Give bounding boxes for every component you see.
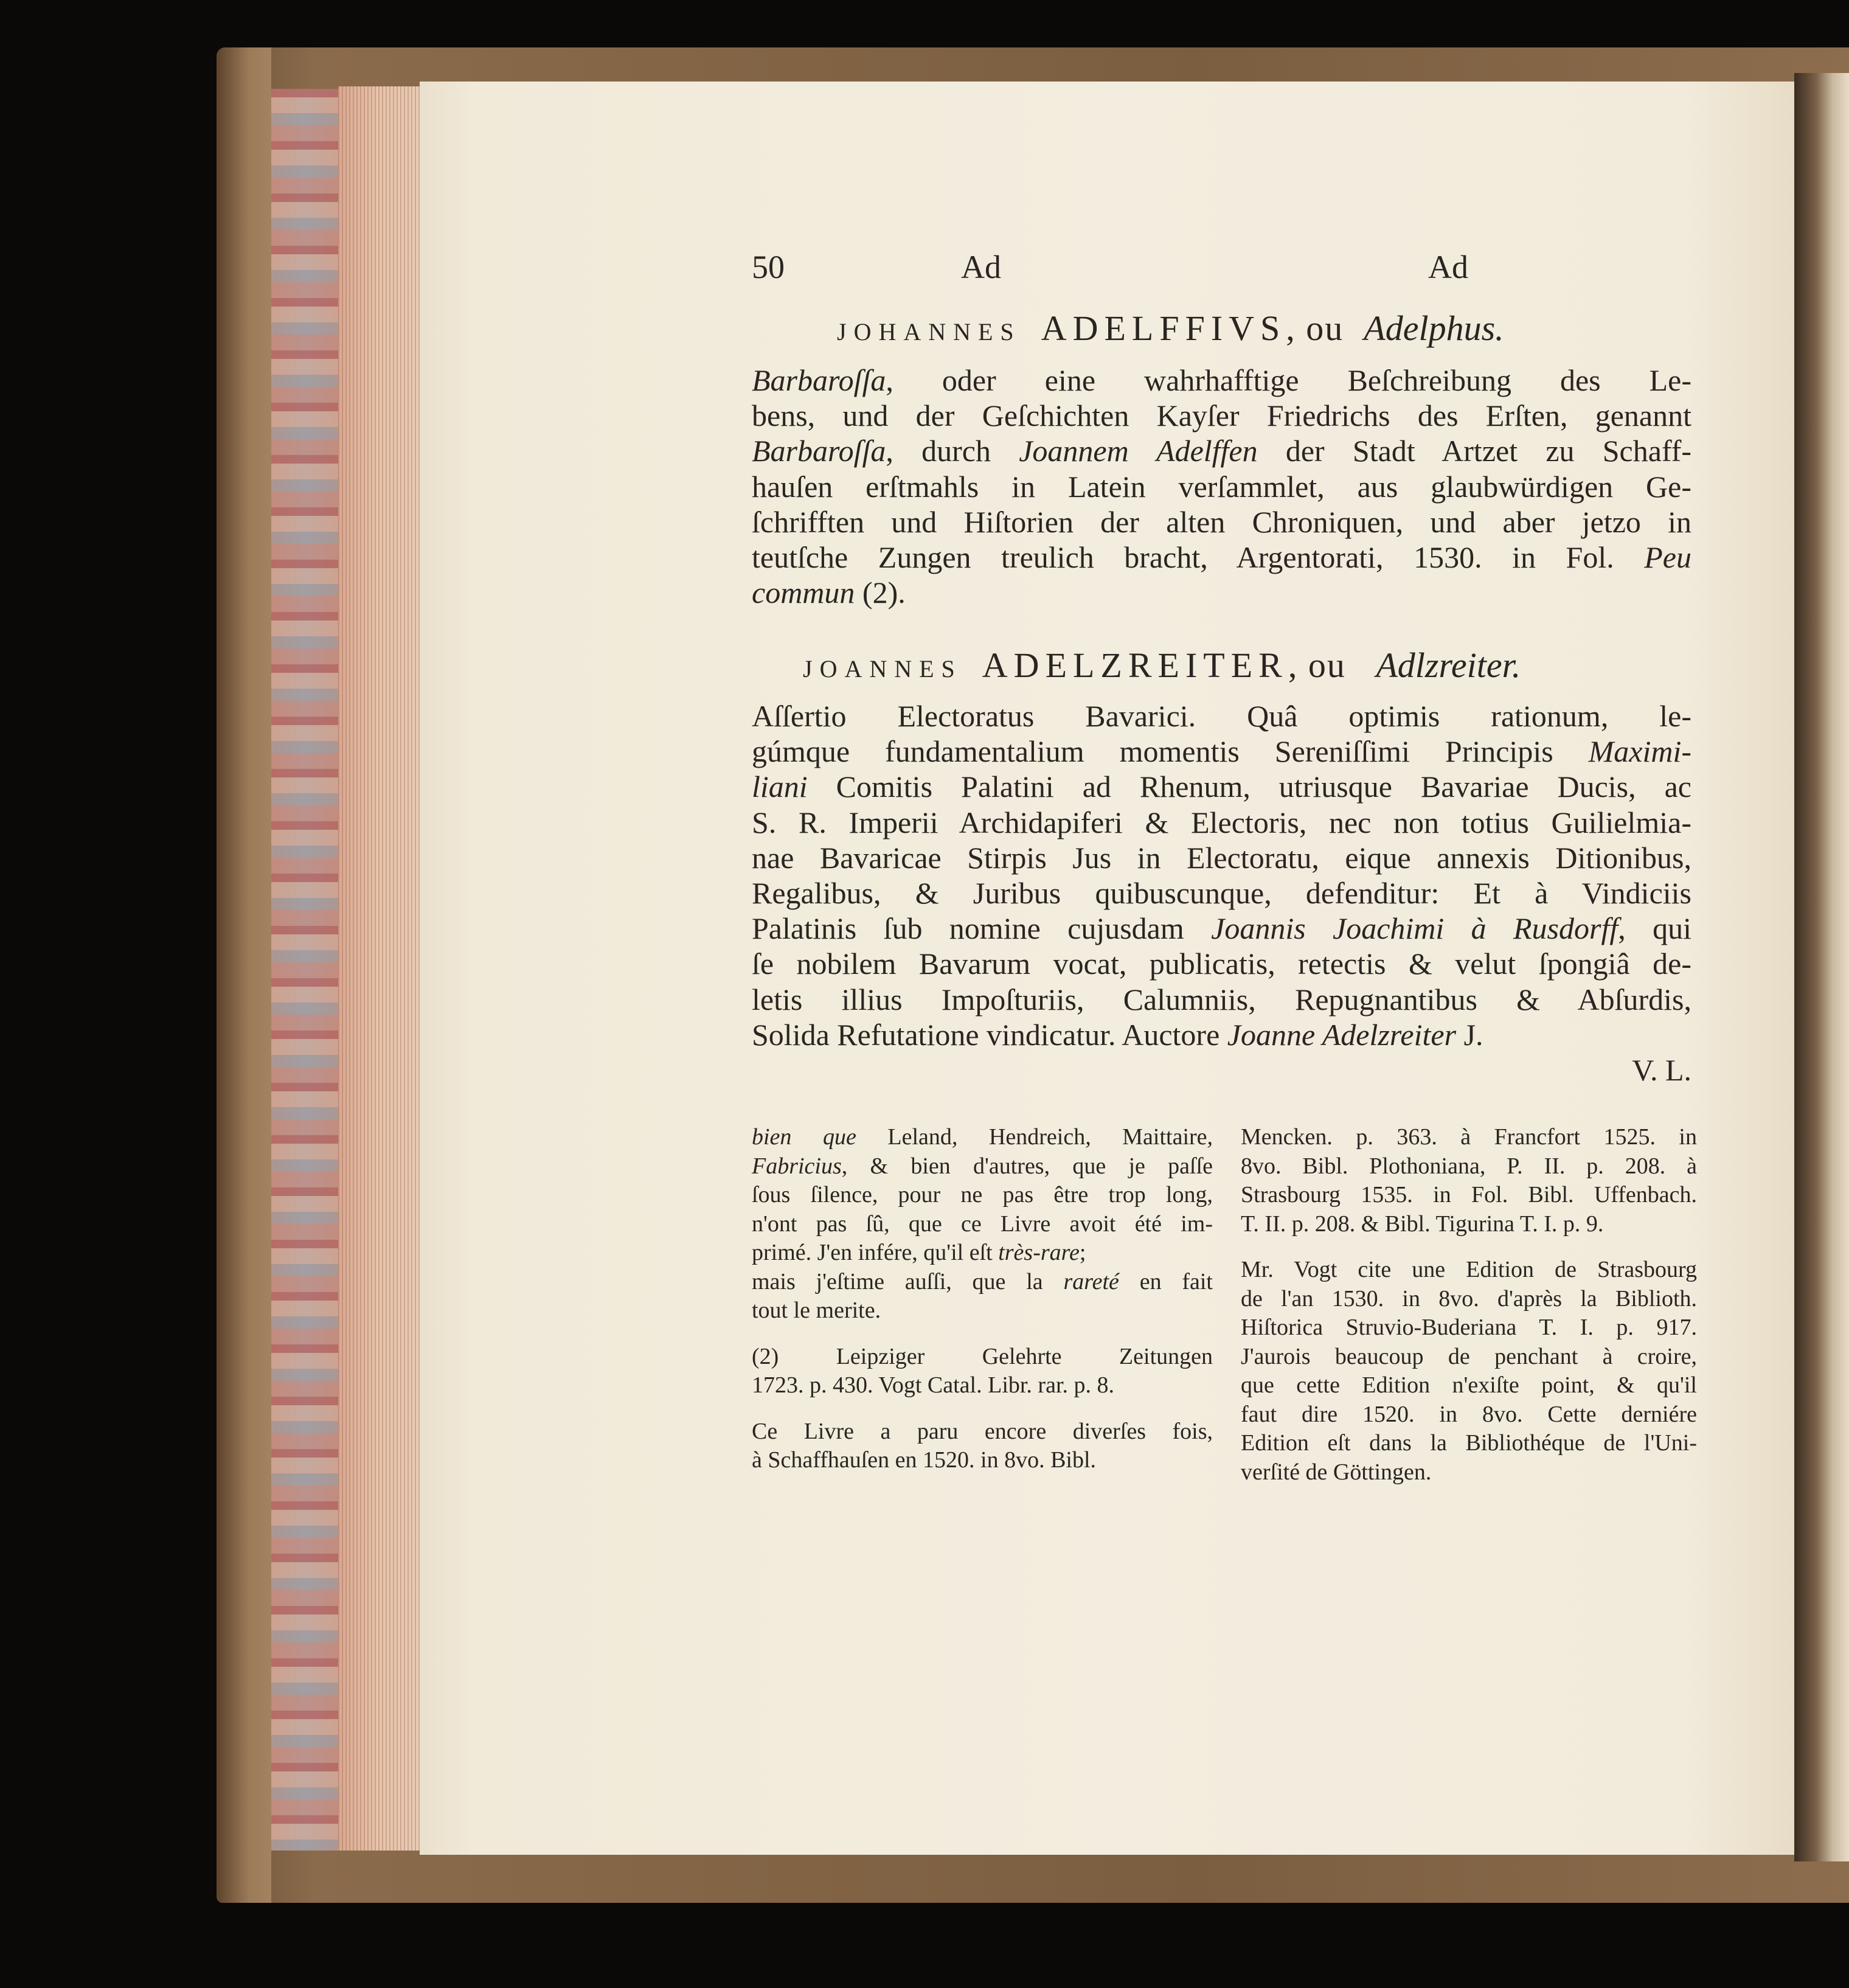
roman-text: Mencken. p. 363. à Francfort 1525. in [1241, 1124, 1697, 1150]
roman-text: nae Bavaricae Stirpis Jus in Electoratu, eique annexis Ditionibus, [752, 840, 1691, 875]
italic-text: Joanne Adelzreiter [1227, 1017, 1457, 1052]
text-line [752, 1417, 1213, 1447]
text-line [752, 1181, 1213, 1210]
text-line [752, 398, 1691, 433]
roman-text: der Stadt Artzet zu Schaff- [1257, 434, 1691, 468]
text-line [752, 1239, 1213, 1268]
entry-joiner: , ou [1286, 308, 1344, 348]
footnotes-right-column [1241, 1123, 1697, 1487]
roman-text: , oder eine wahrhafftige Beſchreibung des Le- [886, 363, 1691, 397]
roman-text: Leland [887, 1124, 952, 1150]
entry-surname: ADELFFIVS [1041, 308, 1286, 348]
italic-text: rareté [1063, 1268, 1119, 1295]
roman-text: Hiſtorica Struvio-Buderiana T. I. p. 917. [1241, 1315, 1697, 1340]
italic-text: Fabricius [752, 1153, 842, 1179]
italic-text: , [1207, 1124, 1213, 1150]
roman-text: (2) Leipziger Gelehrte Zeitungen [752, 1343, 1213, 1369]
text-line [752, 1052, 1691, 1088]
text-line [752, 1123, 1213, 1152]
paragraph-gap [1241, 1239, 1697, 1256]
text-line [1241, 1123, 1697, 1152]
roman-text: teutſche Zungen treulich bracht, Argentorati, 1530. in Fol. [752, 540, 1645, 575]
italic-text: liani [752, 770, 808, 804]
roman-text: V. L. [1632, 1053, 1691, 1088]
roman-text: T. II. p. 208. & Bibl. Tigurina T. I. p. 9. [1241, 1211, 1604, 1237]
text-line [1241, 1256, 1697, 1285]
roman-text: tout le merite. [752, 1298, 881, 1323]
text-line [752, 698, 1691, 734]
italic-text: Peu [1644, 540, 1691, 575]
roman-text: ſous ſilence, pour ne pas être trop long, [752, 1182, 1213, 1208]
text-line [752, 1210, 1213, 1239]
roman-text: Comitis Palatini ad Rhenum, utriusque Bavariae Ducis, ac [807, 770, 1691, 804]
entry-heading-adelzreiter [803, 645, 1521, 686]
roman-text: Aſſertio Electoratus Bavarici. Quâ optimis rationum, le- [752, 699, 1691, 733]
text-line [1241, 1210, 1697, 1239]
text-line [1241, 1343, 1697, 1372]
roman-text: (2). [855, 575, 906, 610]
italic-text: Barbaroſſa [752, 434, 886, 468]
roman-text: Ce Livre a paru encore diverſes fois, [752, 1418, 1213, 1444]
roman-text: J. [1456, 1017, 1483, 1052]
text-line [1241, 1400, 1697, 1430]
roman-text: ſe nobilem Bavarum vocat, publicatis, retectis & velut ſpongiâ de- [752, 947, 1691, 981]
roman-text: que cette Edition n'exiſte point, & qu'il [1241, 1372, 1697, 1398]
text-line [1241, 1152, 1697, 1181]
entry-joiner: , ou [1288, 645, 1346, 685]
text-line [752, 805, 1691, 840]
marbled-endpaper [271, 89, 338, 1851]
roman-text: ſchrifften und Hiſtorien der alten Chroniquen, und aber jetzo in [752, 504, 1691, 539]
roman-text: Mr. Vogt cite une Edition de Strasbourg [1241, 1257, 1697, 1282]
text-line [752, 769, 1691, 804]
roman-text: hauſen erſtmahls in Latein verſammlet, aus glaubwürdigen Ge- [752, 469, 1691, 504]
text-line [752, 1446, 1213, 1475]
entry-body-adelffius [752, 363, 1691, 610]
text-line [752, 875, 1691, 911]
text-line [752, 840, 1691, 875]
roman-text: Edition eſt dans la Bibliothéque de l'Uni- [1241, 1430, 1697, 1456]
roman-text: S. R. Imperii Archidapiferi & Electoris, nec non totius Guilielmia- [752, 805, 1691, 839]
roman-text: mais j'eſtime auſſi, que la [752, 1268, 1064, 1295]
text-line [752, 469, 1691, 504]
entry-alias: Adlzreiter. [1376, 645, 1521, 685]
roman-text: primé. J'en infére, qu'il eſt [752, 1240, 999, 1265]
page-number: 50 [752, 249, 785, 285]
running-head [752, 248, 1468, 287]
footnotes-left-column [752, 1123, 1213, 1475]
roman-text: à Schaffhauſen en 1520. in 8vo. Bibl. [752, 1447, 1097, 1473]
roman-text: 1723. p. 430. Vogt Catal. Libr. rar. p. 8. [752, 1372, 1115, 1398]
text-line [752, 433, 1691, 468]
roman-text: letis illius Impoſturiis, Calumniis, Repugnantibus & Abſurdis, [752, 982, 1691, 1017]
roman-text: ; [1079, 1240, 1086, 1265]
paragraph-gap [752, 1400, 1213, 1417]
roman-text: de l'an 1530. in 8vo. d'après la Biblioth. [1241, 1285, 1697, 1312]
entry-alias: Adelphus. [1364, 308, 1504, 348]
text-line [752, 363, 1691, 398]
roman-text: , durch [886, 434, 1019, 468]
page-edges [338, 86, 420, 1851]
italic-text: Joannem Adelffen [1019, 434, 1258, 468]
roman-text: n'ont pas ſû, que ce Livre avoit été im- [752, 1211, 1213, 1237]
roman-text: verſité de Göttingen. [1241, 1459, 1432, 1485]
book-gutter [1794, 73, 1849, 1861]
text-line [1241, 1429, 1697, 1458]
text-line [752, 504, 1691, 540]
text-line [1241, 1458, 1697, 1487]
text-line [752, 1268, 1213, 1297]
running-head-right: Ad [1428, 249, 1468, 285]
roman-text: Maittaire [1122, 1124, 1207, 1150]
roman-text: Palatinis ſub nomine cujusdam [752, 911, 1212, 946]
entry-forename: JOHANNES [837, 318, 1021, 346]
italic-text: Maximi- [1588, 734, 1691, 769]
text-line [1241, 1181, 1697, 1210]
text-line [752, 946, 1691, 981]
roman-text: , qui [1618, 911, 1691, 946]
roman-text: gúmque fundamentalium momentis Sereniſſimi Principis [752, 734, 1589, 769]
text-line [752, 982, 1691, 1017]
text-line [752, 1343, 1213, 1372]
text-line [1241, 1313, 1697, 1343]
roman-text: Solida Refutatione vindicatur. Auctore [752, 1017, 1227, 1052]
italic-text: , [951, 1124, 989, 1150]
text-line [752, 1296, 1213, 1326]
text-line [752, 734, 1691, 769]
entry-body-adelzreiter [752, 698, 1691, 1088]
italic-text: commun [752, 575, 855, 610]
roman-text: J'aurois beaucoup de penchant à croire, [1241, 1343, 1697, 1369]
italic-text: , [1085, 1124, 1123, 1150]
italic-text: Barbaroſſa [752, 363, 886, 397]
roman-text: en fait [1119, 1268, 1213, 1295]
italic-text: bien que [752, 1124, 888, 1150]
text-line [752, 1152, 1213, 1181]
text-line [752, 1017, 1691, 1052]
roman-text: Strasbourg 1535. in Fol. Bibl. Uffenbach. [1241, 1182, 1697, 1208]
text-line [1241, 1285, 1697, 1314]
running-head-left: Ad [961, 249, 1001, 285]
text-line [752, 540, 1691, 575]
entry-surname: ADELZREITER [982, 645, 1288, 685]
roman-text: Hendreich [988, 1124, 1086, 1150]
text-line [752, 1371, 1213, 1400]
roman-text: 8vo. Bibl. Plothoniana, P. II. p. 208. à [1241, 1153, 1697, 1179]
roman-text: faut dire 1520. in 8vo. Cette derniére [1241, 1401, 1697, 1427]
text-line [752, 575, 1691, 610]
roman-text: , & bien d'autres, que je paſſe [841, 1153, 1213, 1179]
book-spine-edge [217, 47, 271, 1903]
italic-text: Joannis Joachimi à Rusdorff [1211, 911, 1618, 946]
text-line [752, 911, 1691, 946]
paragraph-gap [752, 1326, 1213, 1343]
italic-text: très-rare [998, 1240, 1080, 1265]
text-line [1241, 1371, 1697, 1400]
entry-forename: JOANNES [803, 655, 962, 683]
roman-text: Regalibus, & Juribus quibuscunque, defenditur: Et à Vindiciis [752, 876, 1691, 911]
roman-text: bens, und der Geſchichten Kayſer Friedrichs des Erſten, genannt [752, 398, 1691, 433]
entry-heading-adelffius [837, 308, 1504, 349]
